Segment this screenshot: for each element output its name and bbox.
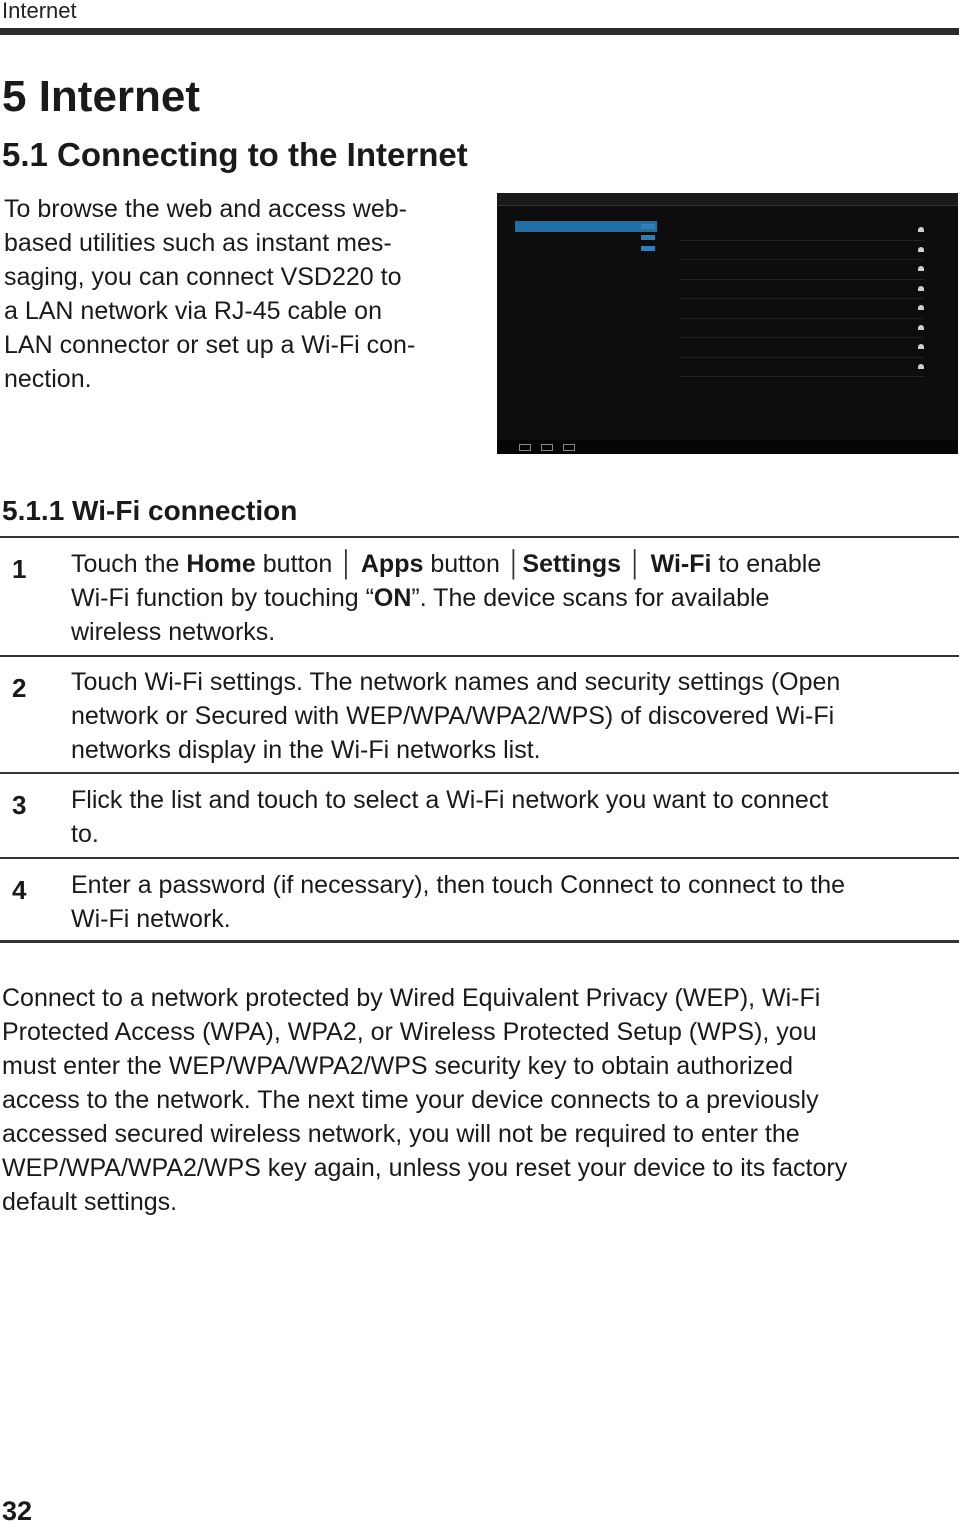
intro-line: nection. xyxy=(4,365,92,393)
wifi-signal-icon xyxy=(918,227,924,232)
screenshot-list-item xyxy=(515,382,657,393)
screenshot-list-item xyxy=(515,285,657,296)
screenshot-list-item xyxy=(515,349,657,360)
toggle-icon xyxy=(641,235,655,240)
section-title: 5.1 Connecting to the Internet xyxy=(2,136,468,173)
closing-line: default settings. xyxy=(2,1188,178,1216)
table-rule-bottom xyxy=(0,940,959,943)
intro-line: To browse the web and access web- xyxy=(4,195,407,223)
step-text-fragment: to enable xyxy=(711,550,822,578)
table-rule-top xyxy=(0,536,959,538)
on-label: ON xyxy=(373,584,412,612)
screenshot-list-item xyxy=(515,371,657,382)
screenshot-list-item xyxy=(515,232,657,243)
screenshot-network-row xyxy=(679,319,924,339)
wifi-signal-icon xyxy=(918,266,924,271)
step-text-fragment: Wi-Fi function by touching “ xyxy=(71,584,374,612)
step-line: Wi-Fi network. xyxy=(71,905,231,933)
step-line xyxy=(71,547,951,581)
closing-paragraph xyxy=(2,981,957,1219)
screenshot-list-category xyxy=(515,277,657,285)
step-line: to. xyxy=(71,820,99,848)
screenshot-list-item xyxy=(515,296,657,307)
screenshot-network-row xyxy=(679,338,924,358)
apps-button-label: Apps xyxy=(354,550,424,578)
toggle-icon xyxy=(641,224,655,229)
step-line: networks display in the Wi-Fi networks list. xyxy=(71,736,541,764)
screenshot-list-item xyxy=(515,338,657,349)
screenshot-list-item xyxy=(515,402,657,413)
recent-apps-icon xyxy=(563,444,575,451)
step-line: Touch Wi-Fi settings. The network names and security settings (Open xyxy=(71,668,841,696)
wifi-signal-icon xyxy=(918,286,924,291)
screenshot-list-item xyxy=(515,243,657,254)
page-number: 32 xyxy=(2,1496,33,1526)
step-line: network or Secured with WEP/WPA/WPA2/WPS) of discovered Wi-Fi xyxy=(71,702,835,730)
path-separator: │ xyxy=(339,550,355,578)
screenshot-network-row xyxy=(679,358,924,378)
intro-line: a LAN network via RJ-45 cable on xyxy=(4,297,382,325)
intro-line: LAN connector or set up a Wi-Fi con- xyxy=(4,331,416,359)
screenshot-network-list xyxy=(679,221,924,377)
screenshot-nav-bar xyxy=(497,440,958,454)
intro-paragraph xyxy=(4,192,474,396)
screenshot-network-row xyxy=(679,280,924,300)
screenshot-network-row xyxy=(679,241,924,261)
screenshot-list-item xyxy=(515,255,657,266)
closing-line: Protected Access (WPA), WPA2, or Wireless Protected Setup (WPS), you xyxy=(2,1018,817,1046)
intro-line: based utilities such as instant mes- xyxy=(4,229,392,257)
closing-line: WEP/WPA/WPA2/WPS key again, unless you reset your device to its factory xyxy=(2,1154,848,1182)
intro-line: saging, you can connect VSD220 to xyxy=(4,263,402,291)
table-rule xyxy=(0,772,959,774)
step-number: 4 xyxy=(12,875,27,905)
closing-line: accessed secured wireless network, you will not be required to enter the xyxy=(2,1120,800,1148)
step-number: 3 xyxy=(12,790,27,820)
wifi-signal-icon xyxy=(918,325,924,330)
screenshot-network-row xyxy=(679,260,924,280)
screenshot-network-row xyxy=(679,299,924,319)
home-icon xyxy=(541,444,553,451)
wifi-settings-screenshot xyxy=(497,193,958,454)
screenshot-list-item xyxy=(515,266,657,277)
step-line: wireless networks. xyxy=(71,618,276,646)
step-number: 2 xyxy=(12,673,27,703)
wifi-signal-icon xyxy=(918,247,924,252)
screenshot-title-bar xyxy=(497,193,958,206)
screenshot-network-row xyxy=(679,221,924,241)
back-icon xyxy=(519,444,531,451)
header-rule xyxy=(0,28,959,35)
table-rule xyxy=(0,857,959,859)
screenshot-list-item xyxy=(515,221,657,232)
table-rule xyxy=(0,655,959,657)
step-line: Flick the list and touch to select a Wi-Fi network you want to connect xyxy=(71,786,829,814)
step-text xyxy=(71,665,951,767)
closing-line: Connect to a network protected by Wired Equivalent Privacy (WEP), Wi-Fi xyxy=(2,984,821,1012)
step-text-fragment: Touch the xyxy=(71,550,187,578)
step-text-fragment: button xyxy=(423,550,507,578)
closing-line: access to the network. The next time your device connects to a previously xyxy=(2,1086,819,1114)
toggle-icon xyxy=(641,246,655,251)
wifi-signal-icon xyxy=(918,305,924,310)
screenshot-list-category xyxy=(515,394,657,402)
wifi-signal-icon xyxy=(918,344,924,349)
step-line: Enter a password (if necessary), then touch Connect to connect to the xyxy=(71,871,846,899)
step-text xyxy=(71,868,951,936)
step-text xyxy=(71,547,951,649)
screenshot-list-item xyxy=(515,319,657,330)
wifi-signal-icon xyxy=(918,364,924,369)
home-button-label: Home xyxy=(186,550,256,578)
step-text-fragment: button xyxy=(255,550,340,578)
screenshot-list-item xyxy=(515,307,657,318)
header-label: Internet xyxy=(2,0,77,23)
wifi-label: Wi-Fi xyxy=(650,550,712,578)
step-text-fragment: ”. The device scans for available xyxy=(411,584,770,612)
step-text xyxy=(71,783,951,851)
screenshot-list-item xyxy=(515,413,657,424)
step-number: 1 xyxy=(12,554,27,584)
closing-line: must enter the WEP/WPA/WPA2/WPS security key to obtain authorized xyxy=(2,1052,794,1080)
chapter-title: 5 Internet xyxy=(2,72,201,121)
screenshot-list-category xyxy=(515,213,657,221)
settings-label: Settings xyxy=(522,550,622,578)
path-separator: │ xyxy=(506,550,523,578)
path-separator: │ xyxy=(621,550,651,578)
subsection-title: 5.1.1 Wi-Fi connection xyxy=(2,495,298,526)
screenshot-settings-list xyxy=(515,213,657,424)
step-line xyxy=(71,581,951,615)
screenshot-list-category xyxy=(515,330,657,338)
screenshot-list-item xyxy=(515,360,657,371)
